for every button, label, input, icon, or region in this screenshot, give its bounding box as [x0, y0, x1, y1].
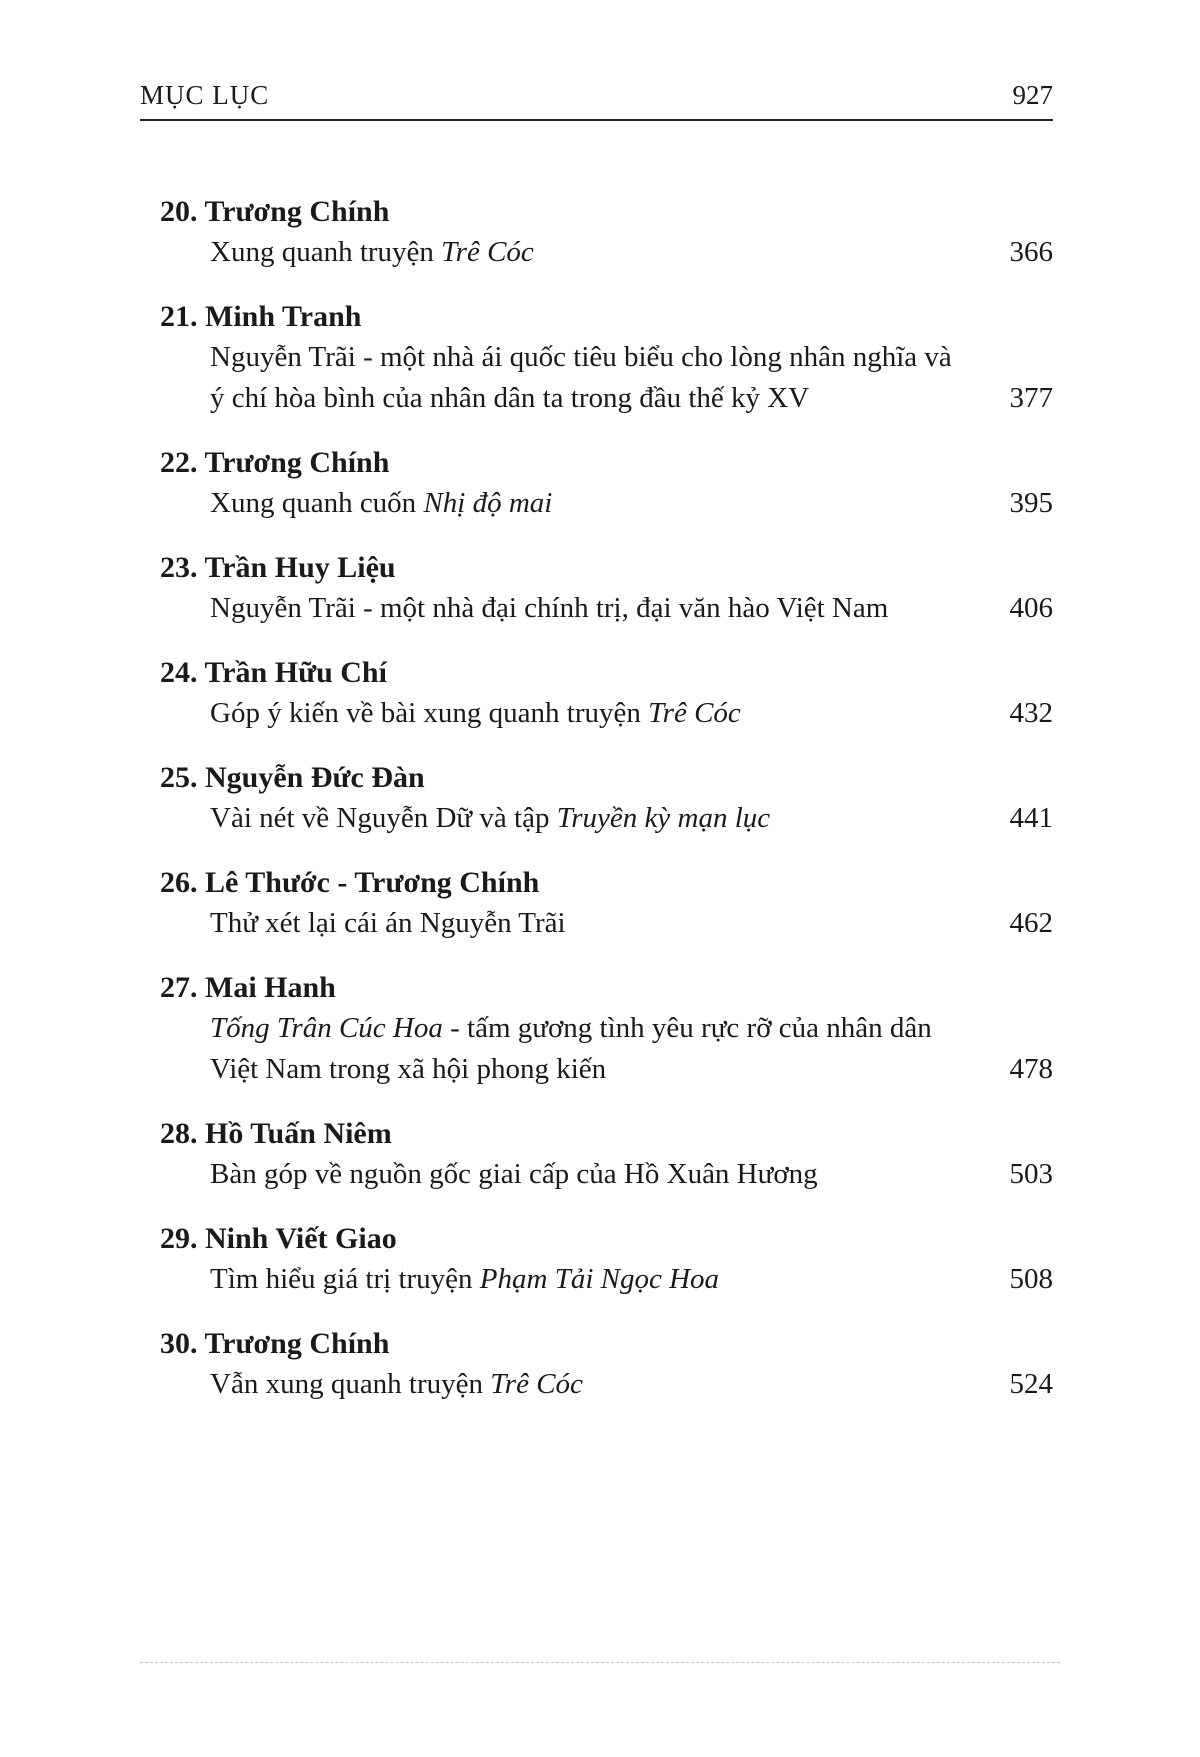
entry-work-text: Tìm hiểu giá trị truyện	[210, 1263, 480, 1295]
entry-work-text: Xung quanh truyện	[210, 236, 442, 268]
entry-page-number: 432	[1009, 697, 1053, 729]
entry-page-number: 462	[1009, 907, 1053, 939]
entry-work	[210, 1008, 1053, 1090]
entry-page-number: 366	[1009, 236, 1053, 268]
entry-page-number: 508	[1009, 1263, 1053, 1295]
toc-entry	[160, 758, 1053, 839]
entry-author: 26. Lê Thước - Trương Chính	[160, 866, 540, 899]
entry-page-number: 377	[1009, 382, 1053, 414]
entry-work	[210, 1259, 1053, 1300]
entry-work	[210, 798, 1053, 839]
entry-work	[210, 483, 1053, 524]
entry-author: 29. Ninh Viết Giao	[160, 1222, 397, 1255]
entry-page-number: 441	[1009, 802, 1053, 834]
entry-page-number: 395	[1009, 487, 1053, 519]
entry-work	[210, 588, 1053, 629]
entry-work-text: Nguyễn Trãi - một nhà ái quốc tiêu biểu cho lòng nhân nghĩa và ý chí hòa bình của nhân dân ta trong đầu thế kỷ XV	[210, 341, 952, 414]
entry-work-text: Thử xét lại cái án Nguyễn Trãi	[210, 907, 566, 939]
entry-work-text-tail: - tấm gương tình yêu rực rỡ của nhân dân Việt Nam trong xã hội phong kiến	[210, 1012, 932, 1085]
entry-work-text: Vẫn xung quanh truyện	[210, 1368, 491, 1400]
entry-author: 20. Trương Chính	[160, 195, 390, 228]
entry-work-italic: Nhị độ mai	[423, 487, 553, 519]
entry-work-text: Vài nét về Nguyễn Dữ và tập	[210, 802, 557, 834]
entry-work-text: Nguyễn Trãi - một nhà đại chính trị, đại văn hào Việt Nam	[210, 592, 889, 624]
table-of-contents	[160, 192, 1053, 1429]
entry-work-italic: Truyền kỳ mạn lục	[556, 802, 771, 834]
toc-entry	[160, 1324, 1053, 1405]
entry-author: 21. Minh Tranh	[160, 300, 362, 333]
entry-author: 28. Hồ Tuấn Niêm	[160, 1117, 392, 1150]
entry-author: 23. Trần Huy Liệu	[160, 551, 396, 584]
entry-author: 22. Trương Chính	[160, 446, 390, 479]
entry-work-italic: Trê Cóc	[648, 697, 741, 729]
entry-author: 24. Trần Hữu Chí	[160, 656, 387, 689]
entry-work	[210, 1154, 1053, 1195]
entry-page-number: 503	[1009, 1158, 1053, 1190]
toc-entry	[160, 1219, 1053, 1300]
entry-work-italic: Phạm Tải Ngọc Hoa	[479, 1263, 720, 1295]
entry-author: 25. Nguyễn Đức Đàn	[160, 761, 425, 794]
entry-work-text: Bàn góp về nguồn gốc giai cấp của Hồ Xuân Hương	[210, 1158, 818, 1190]
footer-rule	[140, 1662, 1060, 1663]
header-title: MỤC LỤC	[140, 80, 270, 110]
entry-page-number: 478	[1009, 1053, 1053, 1085]
header-rule	[140, 119, 1053, 121]
entry-work-text: Xung quanh cuốn	[210, 487, 424, 519]
toc-entry	[160, 863, 1053, 944]
toc-entry	[160, 443, 1053, 524]
toc-entry	[160, 653, 1053, 734]
toc-entry	[160, 1114, 1053, 1195]
toc-entry	[160, 548, 1053, 629]
toc-entry	[160, 192, 1053, 273]
entry-work	[210, 337, 1053, 419]
entry-work	[210, 232, 1053, 273]
toc-entry	[160, 297, 1053, 419]
entry-work	[210, 903, 1053, 944]
entry-work	[210, 693, 1053, 734]
entry-page-number: 406	[1009, 592, 1053, 624]
toc-entry	[160, 968, 1053, 1090]
entry-work-italic: Trê Cóc	[490, 1368, 583, 1400]
entry-author: 27. Mai Hanh	[160, 971, 336, 1004]
entry-work	[210, 1364, 1053, 1405]
entry-work-italic: Trê Cóc	[441, 236, 534, 268]
entry-work-italic: Tống Trân Cúc Hoa	[210, 1012, 443, 1044]
entry-work-text: Góp ý kiến về bài xung quanh truyện	[210, 697, 649, 729]
running-header	[140, 76, 1053, 116]
header-page-number: 927	[1012, 80, 1053, 110]
entry-page-number: 524	[1009, 1368, 1053, 1400]
entry-author: 30. Trương Chính	[160, 1327, 390, 1360]
